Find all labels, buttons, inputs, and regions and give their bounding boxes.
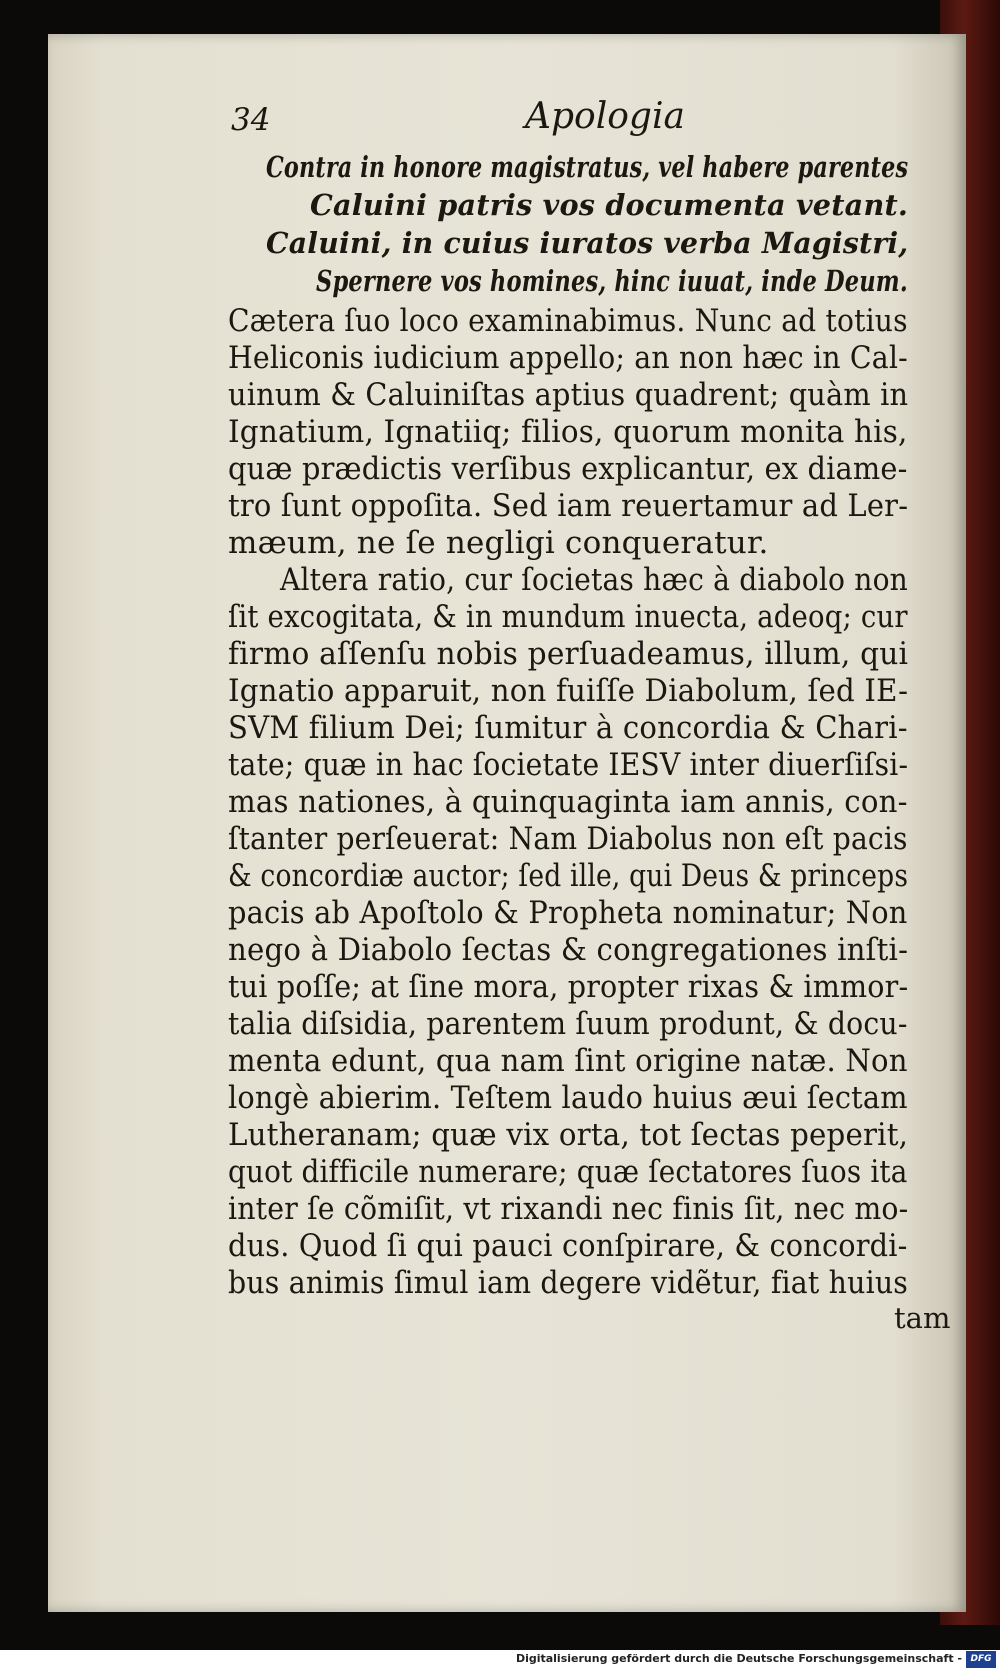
text-line: tro ſunt oppoſita. Sed iam reuertamur ad Ler- — [228, 488, 909, 524]
text-line: talia diſsidia, parentem ſuum produnt, & docu- — [228, 1006, 908, 1042]
text-line: dus. Quod ſi qui pauci conſpirare, & concordi- — [228, 1228, 908, 1264]
catchword: tam — [894, 1301, 951, 1335]
text-line: uinum & Caluiniſtas aptius quadrent; quàm in — [228, 377, 909, 413]
digitization-credit: Digitalisierung gefördert durch die Deutsche Forschungsgemeinschaft - — [515, 1652, 962, 1665]
text-line: quot difficile numerare; quæ ſectatores ſuos ita — [228, 1154, 908, 1190]
text-line: Ignatio apparuit, non fuiſſe Diabolum, ſed IE- — [228, 673, 909, 709]
verse-line: Caluini, in cuius iuratos verba Magistri, — [266, 226, 909, 260]
text-line: menta edunt, qua nam ſint origine natæ. Non — [228, 1043, 908, 1079]
text-line: Heliconis iudicium appello; an non hæc in Cal- — [228, 340, 908, 376]
text-line: bus animis ſimul iam degere vidẽtur, fiat huius — [228, 1265, 909, 1301]
text-line: ſtanter perſeuerat: Nam Diabolus non eſt pacis — [228, 821, 908, 857]
text-line: mæum, ne ſe negligi conqueratur. — [228, 525, 769, 561]
running-head: Apologia — [525, 96, 685, 137]
verse-line: Caluini patris vos documenta vetant. — [310, 188, 909, 222]
dfg-logo-icon: DFG — [966, 1651, 996, 1668]
text-line: SVM filium Dei; ſumitur à concordia & Chari- — [228, 710, 908, 746]
text-line: Cætera ſuo loco examinabimus. Nunc ad totius — [228, 303, 908, 339]
text-line: pacis ab Apoſtolo & Propheta nominatur; Non — [228, 895, 908, 931]
text-line: tui poſſe; at ſine mora, propter rixas & immor- — [228, 969, 909, 1005]
text-line: longè abierim. Teſtem laudo huius æui ſectam — [228, 1080, 908, 1116]
text-line: tate; quæ in hac ſocietate IESV inter diuerſiſsi- — [228, 747, 909, 783]
verse-line: Contra in honore magistratus, vel habere parentes — [266, 150, 909, 184]
text-line: Ignatium, Ignatiiq; filios, quorum monita his, — [228, 414, 908, 450]
verse-line: Spernere vos homines, hinc iuuat, inde Deum. — [316, 264, 908, 298]
text-line: ſit excogitata, & in mundum inuecta, adeoq; cur — [228, 599, 908, 635]
text-line: Altera ratio, cur ſocietas hæc à diabolo non — [280, 562, 908, 598]
page-number: 34 — [231, 102, 271, 138]
book-page — [48, 34, 966, 1612]
text-line: firmo aſſenſu nobis perſuadeamus, illum, qui — [228, 636, 909, 672]
text-line: mas nationes, à quinquaginta iam annis, con- — [228, 784, 908, 820]
text-line: & concordiæ auctor; ſed ille, qui Deus & princeps — [228, 858, 909, 894]
text-line: quæ prædictis verſibus explicantur, ex diame- — [228, 451, 908, 487]
text-line: inter ſe cõmiſit, vt rixandi nec finis ſit, nec mo- — [228, 1191, 909, 1227]
text-line: Lutheranam; quæ vix orta, tot ſectas peperit, — [228, 1117, 909, 1153]
text-line: nego à Diabolo ſectas & congregationes inſti- — [228, 932, 909, 968]
